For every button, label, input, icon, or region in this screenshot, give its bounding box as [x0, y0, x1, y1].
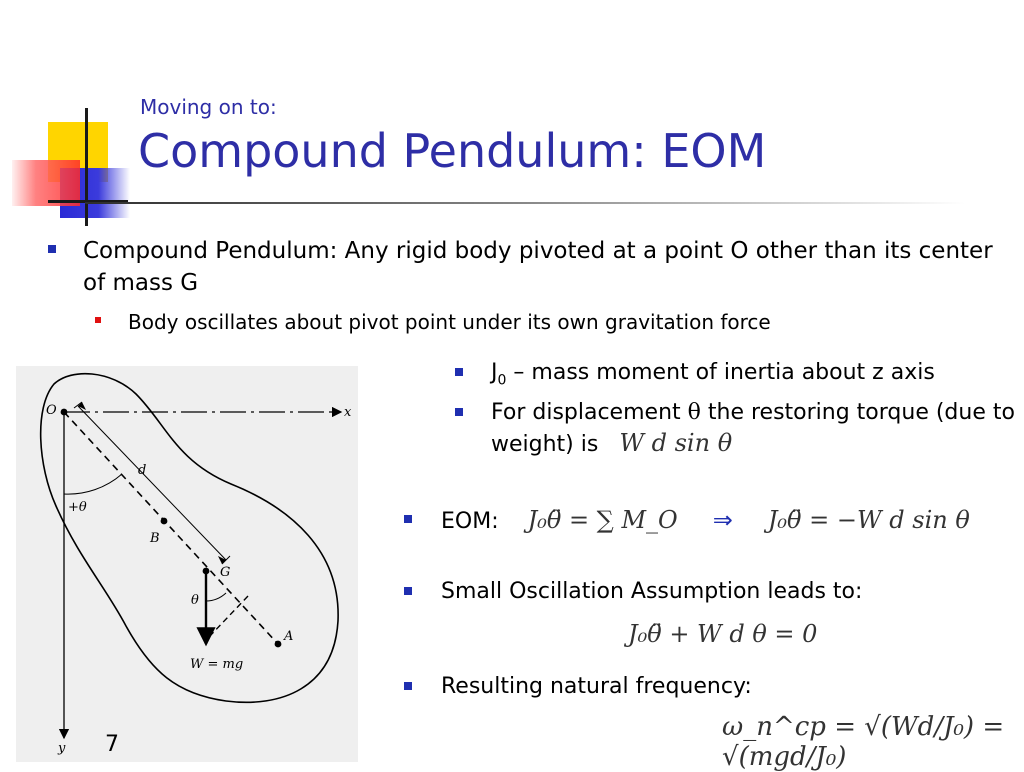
label-weight: W = mg — [190, 657, 244, 672]
point-g — [203, 568, 210, 575]
j0-description: – mass moment of inertia about z axis — [506, 360, 935, 385]
bullet-marker — [404, 515, 412, 523]
point-a — [275, 641, 282, 648]
displacement-text-b: the restoring torque (due to weight) is — [491, 400, 1015, 457]
bullet-small-oscillation — [404, 577, 1004, 607]
bullet-definition-sub — [95, 308, 995, 336]
point-b — [161, 518, 168, 525]
bullet-marker — [48, 245, 56, 253]
bullet-marker — [95, 317, 101, 323]
slide-subtitle: Moving on to: — [140, 95, 277, 119]
bullet-marker — [455, 408, 463, 416]
logo-vertical-line — [85, 108, 88, 226]
natural-frequency-equation: ω_n^cp = √(Wd/J₀) = √(mgd/J₀) — [722, 712, 1005, 772]
pendulum-diagram — [16, 366, 358, 762]
torque-equation: W d sin θ — [619, 429, 733, 457]
eom-equation-right: J₀θ̈ = −W d sin θ — [767, 506, 970, 534]
label-b: B — [150, 531, 160, 546]
theta-arc-pivot — [64, 474, 122, 494]
label-a: A — [284, 629, 294, 644]
eom-equation-left: J₀θ̈ = ∑ M_O — [527, 506, 678, 534]
title-divider — [85, 202, 965, 204]
label-y: y — [58, 741, 66, 756]
displacement-text-a: For displacement — [491, 400, 688, 425]
theta-symbol: θ — [687, 400, 701, 425]
rigid-body-outline — [41, 374, 338, 703]
bullet-restoring-torque — [455, 398, 1015, 460]
bullet-j0 — [455, 358, 1015, 395]
label-g: G — [220, 565, 231, 580]
j0-symbol: J — [491, 360, 498, 385]
bullet-definition-text: Compound Pendulum: Any rigid body pivoted at a point O other than its center of mass G — [83, 238, 993, 296]
line-oa — [64, 412, 278, 644]
slide-title: Compound Pendulum: EOM — [138, 124, 767, 178]
natural-frequency-text: Resulting natural frequency: — [441, 674, 752, 699]
page-number: 7 — [105, 732, 119, 757]
label-x: x — [344, 405, 352, 420]
point-o — [61, 409, 68, 416]
label-d: d — [138, 463, 147, 478]
small-oscillation-text: Small Oscillation Assumption leads to: — [441, 579, 863, 604]
j0-subscript: 0 — [497, 372, 507, 389]
bullet-eom — [404, 505, 1004, 537]
bullet-definition — [48, 235, 1008, 299]
pendulum-figure — [16, 366, 358, 762]
linearized-equation: J₀θ̈ + W d θ = 0 — [628, 620, 818, 648]
eom-label: EOM: — [441, 509, 499, 534]
label-theta: θ — [191, 593, 199, 608]
bullet-sub-text: Body oscillates about pivot point under its own gravitation force — [128, 310, 771, 334]
label-o: O — [46, 403, 57, 418]
bullet-marker — [404, 682, 412, 690]
bullet-marker — [455, 368, 463, 376]
label-theta-pos: +θ — [68, 500, 87, 515]
bullet-natural-frequency — [404, 672, 1004, 702]
bullet-marker — [404, 587, 412, 595]
theta-arc-g — [206, 593, 226, 601]
implies-symbol: ⇒ — [712, 506, 733, 534]
